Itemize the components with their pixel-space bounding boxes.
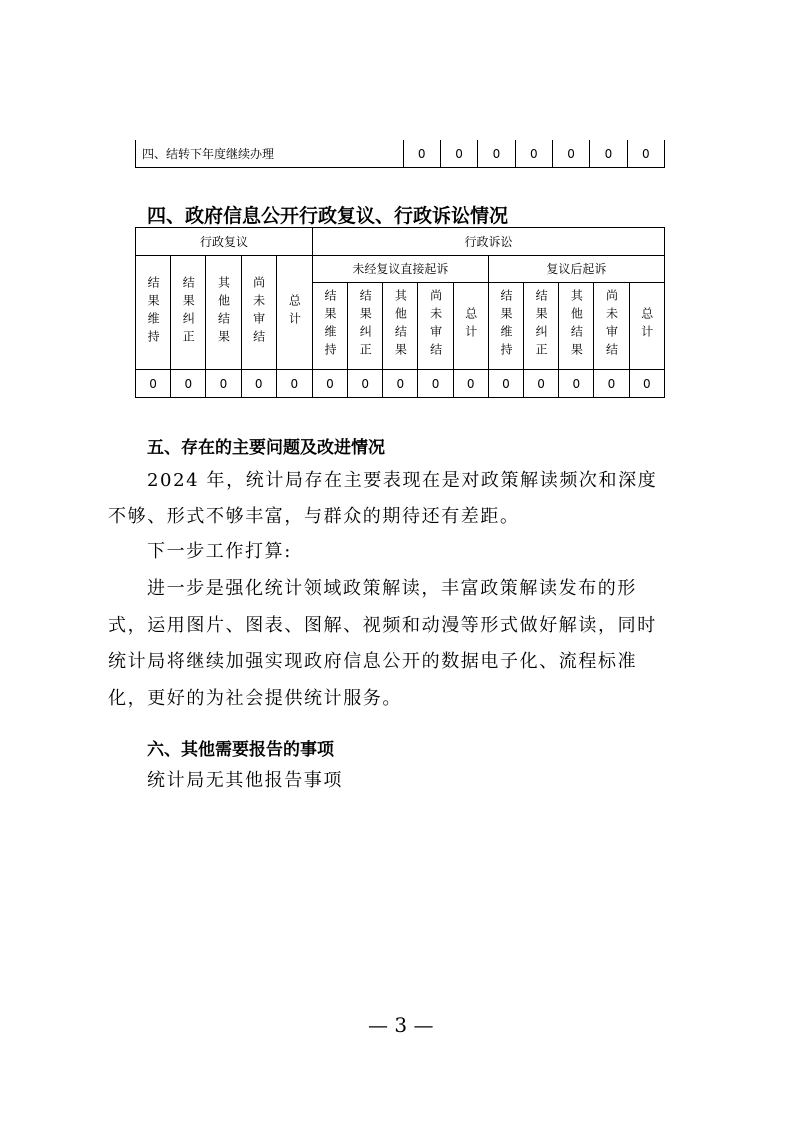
section6-title: 六、其他需要报告的事项 xyxy=(147,740,334,760)
table-cell: 0 xyxy=(206,370,241,398)
review-litigation-table xyxy=(135,227,665,398)
table-cell: 0 xyxy=(418,370,453,398)
col-header: 结果纠正 xyxy=(171,256,206,370)
col-header: 尚未审结 xyxy=(594,283,629,370)
next-step-label: 下一步工作打算: xyxy=(147,541,292,562)
table-cell: 0 xyxy=(453,370,488,398)
table-cell: 0 xyxy=(276,370,312,398)
subheader-after-review-suit: 复议后起诉 xyxy=(488,256,664,283)
col-header: 尚未审结 xyxy=(241,256,276,370)
page-number: — 3 — xyxy=(368,1013,434,1037)
carryover-value: 0 xyxy=(590,140,627,168)
paragraph-line: 进一步是强化统计领域政策解读，丰富政策解读发布的形 xyxy=(147,578,637,599)
section4-title: 四、政府信息公开行政复议、行政诉讼情况 xyxy=(147,205,509,227)
table-cell: 0 xyxy=(312,370,347,398)
table-cell: 0 xyxy=(629,370,664,398)
carryover-label: 四、结转下年度继续办理 xyxy=(136,140,404,168)
paragraph-line: 统计局将继续加强实现政府信息公开的数据电子化、流程标准 xyxy=(108,651,638,672)
carryover-value: 0 xyxy=(403,140,440,168)
carryover-value: 0 xyxy=(552,140,589,168)
table-cell: 0 xyxy=(136,370,171,398)
table-cell: 0 xyxy=(383,370,418,398)
section5-title: 五、存在的主要问题及改进情况 xyxy=(147,438,385,458)
subheader-direct-suit: 未经复议直接起诉 xyxy=(312,256,488,283)
header-admin-review: 行政复议 xyxy=(136,228,313,256)
table-cell: 0 xyxy=(594,370,629,398)
table-cell: 0 xyxy=(171,370,206,398)
col-header: 其他结果 xyxy=(559,283,594,370)
paragraph-line: 不够、形式不够丰富，与群众的期待还有差距。 xyxy=(108,506,520,527)
col-header: 其他结果 xyxy=(206,256,241,370)
table-cell: 0 xyxy=(524,370,559,398)
col-header: 总计 xyxy=(453,283,488,370)
carryover-value: 0 xyxy=(440,140,477,168)
carryover-value: 0 xyxy=(515,140,552,168)
carryover-value: 0 xyxy=(478,140,515,168)
paragraph-line: 化，更好的为社会提供统计服务。 xyxy=(108,688,402,709)
col-header: 结果维持 xyxy=(312,283,347,370)
col-header: 结果维持 xyxy=(136,256,171,370)
col-header: 结果纠正 xyxy=(348,283,383,370)
col-header: 结果维持 xyxy=(488,283,523,370)
col-header: 结果纠正 xyxy=(524,283,559,370)
col-header: 总计 xyxy=(276,256,312,370)
paragraph-line: 2024 年，统计局存在主要表现在是对政策解读频次和深度 xyxy=(147,470,658,491)
col-header: 总计 xyxy=(629,283,664,370)
carryover-row-table xyxy=(135,140,665,168)
col-header: 其他结果 xyxy=(383,283,418,370)
table-cell: 0 xyxy=(348,370,383,398)
paragraph-line: 统计局无其他报告事项 xyxy=(147,770,343,791)
header-admin-litigation: 行政诉讼 xyxy=(312,228,664,256)
carryover-value: 0 xyxy=(627,140,664,168)
table-cell: 0 xyxy=(559,370,594,398)
table-cell: 0 xyxy=(488,370,523,398)
paragraph-line: 式，运用图片、图表、图解、视频和动漫等形式做好解读，同时 xyxy=(108,615,657,636)
table-cell: 0 xyxy=(241,370,276,398)
col-header: 尚未审结 xyxy=(418,283,453,370)
